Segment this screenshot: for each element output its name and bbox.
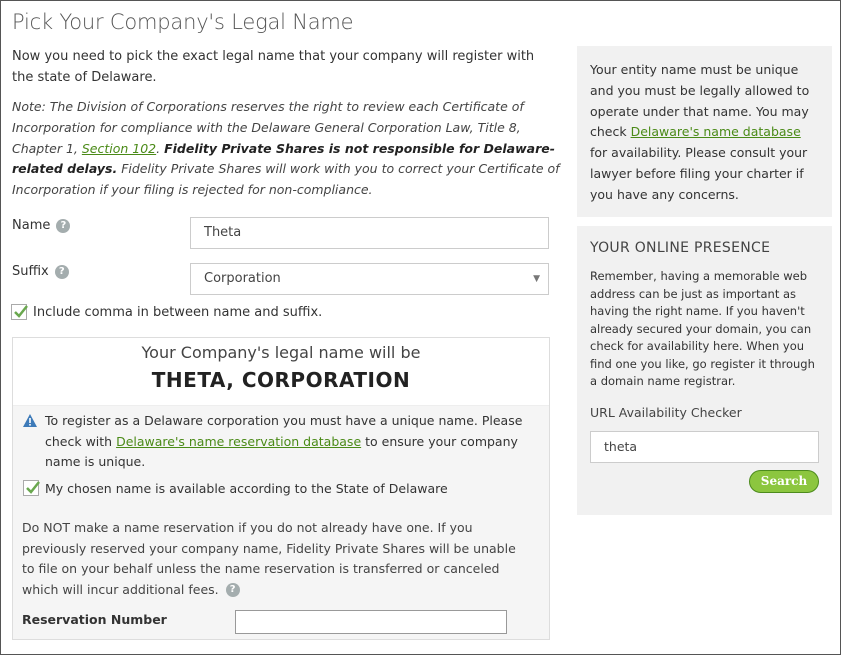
legal-note <box>12 97 560 201</box>
suffix-select[interactable] <box>190 263 549 295</box>
online-presence-title: YOUR ONLINE PRESENCE <box>590 240 771 256</box>
uniqueness-warning <box>23 411 523 473</box>
result-header <box>13 338 549 406</box>
url-checker-input[interactable]: theta <box>590 431 819 463</box>
page-title: Pick Your Company's Legal Name <box>12 10 354 34</box>
note-bold: Fidelity Private Shares is not responsible for Delaware-related delays. <box>12 140 555 177</box>
note-mid: . <box>156 140 165 156</box>
name-input[interactable]: Theta <box>190 217 549 249</box>
name-label <box>12 218 70 233</box>
search-button[interactable]: Search <box>749 470 819 493</box>
suffix-label <box>12 264 69 279</box>
name-reservation-database-link[interactable]: Delaware's name reservation database <box>116 433 362 449</box>
intro-text: Now you need to pick the exact legal name that your company will register with the state of Delaware. <box>12 49 535 85</box>
suffix-label-text: Suffix <box>12 264 49 279</box>
question-mark-icon[interactable]: ? <box>55 265 69 279</box>
checkmark-icon <box>12 303 30 321</box>
chevron-down-icon: ▼ <box>533 274 540 284</box>
reservation-notice <box>22 518 522 600</box>
note-suffix: Fidelity Private Shares will work with you to correct your Certificate of Incorporation if your filing is rejected for non-compliance. <box>12 161 560 198</box>
warning-triangle-icon <box>23 414 37 427</box>
online-presence-panel <box>577 226 832 515</box>
result-caption: Your Company's legal name will be <box>141 343 421 362</box>
online-presence-body: Remember, having a memorable web address can be just as important as having the right name. If you haven't already secured your domain, you can check for availability here. When you find one you like, go register it through a domain name registrar. <box>590 269 815 388</box>
entity-info-prefix: Your entity name must be unique and you must be legally allowed to operate under that name. You may check <box>590 62 810 140</box>
url-checker-label: URL Availability Checker <box>590 405 742 420</box>
legal-name-result-panel <box>12 337 550 640</box>
question-mark-icon[interactable]: ? <box>226 583 240 597</box>
reservation-number-input[interactable] <box>235 610 507 634</box>
entity-name-info-panel <box>577 46 832 217</box>
warning-prefix: To register as a Delaware corporation you must have a unique name. Please check with <box>45 413 523 449</box>
warning-suffix: to ensure your company name is unique. <box>45 433 518 469</box>
comma-option[interactable] <box>11 304 322 320</box>
name-label-text: Name <box>12 218 51 233</box>
comma-label: Include comma in between name and suffix. <box>33 304 323 320</box>
availability-checkbox[interactable] <box>23 480 39 496</box>
question-mark-icon[interactable]: ? <box>56 219 70 233</box>
delaware-name-database-link[interactable]: Delaware's name database <box>630 124 801 140</box>
reservation-notice-text: Do NOT make a name reservation if you do not already have one. If you previously reserved your company name, Fidelity Private Shares will be unable to file on your behalf unless the name reservation is transferred or canceled which will incur additional fees. <box>22 520 516 597</box>
checkmark-icon <box>24 479 42 497</box>
entity-info-suffix: for availability. Please consult your lawyer before filing your charter if you have any concerns. <box>590 145 808 202</box>
comma-checkbox[interactable] <box>11 304 27 320</box>
legal-name-display: THETA, CORPORATION <box>151 368 411 392</box>
reservation-number-label: Reservation Number <box>22 612 167 627</box>
note-prefix: Note: The Division of Corporations reserves the right to review each Certificate of Incorporation for compliance with the Delaware General Corporation Law, Title 8, Chapter 1, <box>12 99 524 156</box>
suffix-selected-value: Corporation <box>204 271 281 286</box>
availability-option[interactable] <box>23 480 448 496</box>
availability-label: My chosen name is available according to the State of Delaware <box>45 480 448 496</box>
section-102-link[interactable]: Section 102 <box>81 140 157 156</box>
